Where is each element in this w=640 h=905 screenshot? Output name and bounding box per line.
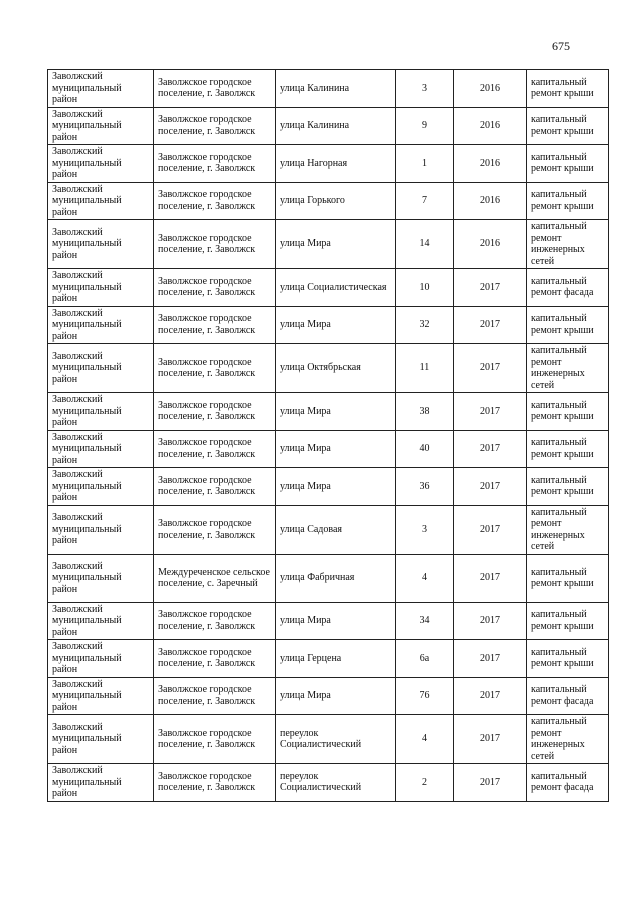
table-row [48,344,609,393]
settlement-cell: Заволжское городское поселение, г. Заволжск [154,468,276,506]
table-row [48,182,609,220]
district-cell: Заволжский муниципальный район [48,505,154,554]
district-cell: Заволжский муниципальный район [48,70,154,108]
district-cell: Заволжский муниципальный район [48,145,154,183]
table-row [48,602,609,640]
house-number-cell: 14 [396,220,454,269]
year-cell: 2017 [454,430,527,468]
settlement-cell: Заволжское городское поселение, г. Заволжск [154,764,276,802]
housing-repair-table [47,69,609,802]
work-type-cell: капитальный ремонт инженерных сетей [527,344,609,393]
house-number-cell: 38 [396,393,454,431]
work-type-cell: капитальный ремонт крыши [527,182,609,220]
year-cell: 2017 [454,468,527,506]
work-type-cell: капитальный ремонт инженерных сетей [527,715,609,764]
district-cell: Заволжский муниципальный район [48,220,154,269]
settlement-cell: Заволжское городское поселение, г. Заволжск [154,107,276,145]
settlement-cell: Заволжское городское поселение, г. Заволжск [154,715,276,764]
house-number-cell: 9 [396,107,454,145]
work-type-cell: капитальный ремонт крыши [527,640,609,678]
table-row [48,677,609,715]
year-cell: 2016 [454,107,527,145]
year-cell: 2016 [454,182,527,220]
table-row [48,220,609,269]
street-cell: улица Герцена [276,640,396,678]
settlement-cell: Заволжское городское поселение, г. Заволжск [154,430,276,468]
settlement-cell: Заволжское городское поселение, г. Заволжск [154,269,276,307]
year-cell: 2017 [454,764,527,802]
house-number-cell: 3 [396,505,454,554]
work-type-cell: капитальный ремонт крыши [527,393,609,431]
street-cell: улица Мира [276,430,396,468]
table-row [48,393,609,431]
district-cell: Заволжский муниципальный район [48,764,154,802]
year-cell: 2016 [454,220,527,269]
district-cell: Заволжский муниципальный район [48,182,154,220]
street-cell: улица Калинина [276,107,396,145]
district-cell: Заволжский муниципальный район [48,269,154,307]
street-cell: улица Горького [276,182,396,220]
table-row [48,306,609,344]
settlement-cell: Заволжское городское поселение, г. Заволжск [154,145,276,183]
year-cell: 2016 [454,70,527,108]
house-number-cell: 4 [396,715,454,764]
table-row [48,269,609,307]
house-number-cell: 11 [396,344,454,393]
district-cell: Заволжский муниципальный район [48,468,154,506]
street-cell: улица Мира [276,393,396,431]
district-cell: Заволжский муниципальный район [48,640,154,678]
settlement-cell: Заволжское городское поселение, г. Заволжск [154,602,276,640]
year-cell: 2017 [454,554,527,602]
settlement-cell: Заволжское городское поселение, г. Заволжск [154,70,276,108]
settlement-cell: Заволжское городское поселение, г. Заволжск [154,393,276,431]
year-cell: 2016 [454,145,527,183]
settlement-cell: Заволжское городское поселение, г. Заволжск [154,306,276,344]
street-cell: улица Мира [276,602,396,640]
house-number-cell: 7 [396,182,454,220]
house-number-cell: 2 [396,764,454,802]
work-type-cell: капитальный ремонт крыши [527,468,609,506]
table-row [48,764,609,802]
year-cell: 2017 [454,715,527,764]
street-cell: улица Социалистическая [276,269,396,307]
street-cell: улица Мира [276,677,396,715]
settlement-cell: Заволжское городское поселение, г. Заволжск [154,677,276,715]
house-number-cell: 6а [396,640,454,678]
work-type-cell: капитальный ремонт крыши [527,107,609,145]
street-cell: улица Мира [276,220,396,269]
year-cell: 2017 [454,393,527,431]
settlement-cell: Междуреченское сельское поселение, с. Заречный [154,554,276,602]
street-cell: улица Мира [276,306,396,344]
table-row [48,145,609,183]
page-number: 675 [552,39,570,53]
work-type-cell: капитальный ремонт фасада [527,269,609,307]
work-type-cell: капитальный ремонт фасада [527,677,609,715]
house-number-cell: 32 [396,306,454,344]
street-cell: переулок Социалистический [276,715,396,764]
district-cell: Заволжский муниципальный район [48,344,154,393]
work-type-cell: капитальный ремонт инженерных сетей [527,220,609,269]
street-cell: улица Садовая [276,505,396,554]
table-row [48,468,609,506]
street-cell: улица Мира [276,468,396,506]
street-cell: улица Калинина [276,70,396,108]
year-cell: 2017 [454,505,527,554]
table-row [48,640,609,678]
settlement-cell: Заволжское городское поселение, г. Заволжск [154,220,276,269]
table-row [48,430,609,468]
house-number-cell: 3 [396,70,454,108]
year-cell: 2017 [454,306,527,344]
table-row [48,715,609,764]
house-number-cell: 40 [396,430,454,468]
district-cell: Заволжский муниципальный район [48,306,154,344]
work-type-cell: капитальный ремонт крыши [527,602,609,640]
year-cell: 2017 [454,602,527,640]
settlement-cell: Заволжское городское поселение, г. Заволжск [154,640,276,678]
year-cell: 2017 [454,269,527,307]
table-row [48,70,609,108]
work-type-cell: капитальный ремонт крыши [527,145,609,183]
year-cell: 2017 [454,640,527,678]
year-cell: 2017 [454,344,527,393]
work-type-cell: капитальный ремонт крыши [527,554,609,602]
settlement-cell: Заволжское городское поселение, г. Заволжск [154,182,276,220]
work-type-cell: капитальный ремонт крыши [527,430,609,468]
district-cell: Заволжский муниципальный район [48,554,154,602]
table-row [48,107,609,145]
settlement-cell: Заволжское городское поселение, г. Заволжск [154,344,276,393]
street-cell: улица Фабричная [276,554,396,602]
work-type-cell: капитальный ремонт крыши [527,306,609,344]
year-cell: 2017 [454,677,527,715]
street-cell: улица Нагорная [276,145,396,183]
table-row [48,505,609,554]
street-cell: переулок Социалистический [276,764,396,802]
district-cell: Заволжский муниципальный район [48,430,154,468]
work-type-cell: капитальный ремонт крыши [527,70,609,108]
district-cell: Заволжский муниципальный район [48,677,154,715]
house-number-cell: 34 [396,602,454,640]
work-type-cell: капитальный ремонт инженерных сетей [527,505,609,554]
district-cell: Заволжский муниципальный район [48,715,154,764]
district-cell: Заволжский муниципальный район [48,602,154,640]
house-number-cell: 4 [396,554,454,602]
house-number-cell: 1 [396,145,454,183]
district-cell: Заволжский муниципальный район [48,107,154,145]
house-number-cell: 76 [396,677,454,715]
house-number-cell: 10 [396,269,454,307]
table-row [48,554,609,602]
house-number-cell: 36 [396,468,454,506]
settlement-cell: Заволжское городское поселение, г. Заволжск [154,505,276,554]
street-cell: улица Октябрьская [276,344,396,393]
work-type-cell: капитальный ремонт фасада [527,764,609,802]
district-cell: Заволжский муниципальный район [48,393,154,431]
